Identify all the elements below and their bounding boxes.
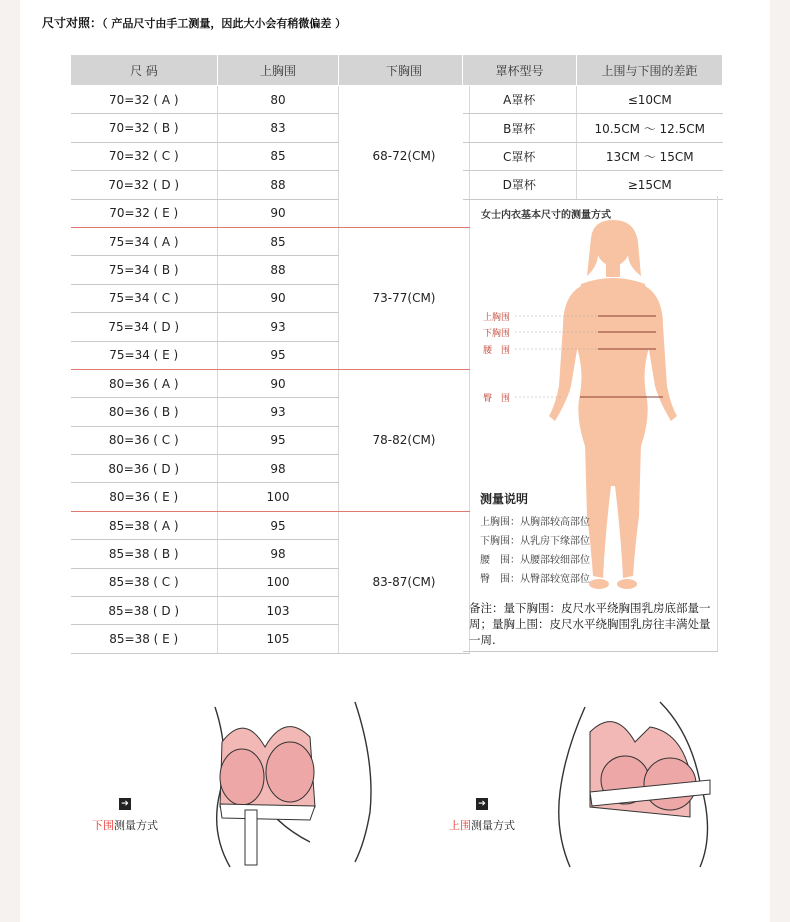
size-cell: 70=32 ( B ): [71, 114, 218, 142]
upper-bust-label: 上胸围: [483, 313, 511, 323]
size-cell: 80=36 ( A ): [71, 369, 218, 397]
size-cell: 80=36 ( B ): [71, 398, 218, 426]
size-cell: 75=34 ( C ): [71, 284, 218, 312]
measure-remark: 备注：量下胸围：皮尺水平绕胸围乳房底部量一周；量胸上围：皮尺水平绕胸围乳房往丰满处量一周.: [469, 601, 711, 647]
upper-bust-cell: 98: [218, 540, 339, 568]
cup-diff: 10.5CM ～ 12.5CM: [577, 114, 723, 142]
size-cell: 80=36 ( D ): [71, 455, 218, 483]
cup-diff: 13CM ～ 15CM: [577, 142, 723, 170]
upper-bust-cell: 93: [218, 398, 339, 426]
upper-bust-cell: 80: [218, 86, 339, 114]
size-cell: 70=32 ( D ): [71, 171, 218, 199]
under-bust-cell: 68-72(CM): [339, 86, 470, 228]
measure-explain-item: 下胸围：从乳房下缘部位: [480, 536, 590, 547]
cup-row: [463, 114, 723, 142]
upper-bust-cell: 100: [218, 483, 339, 511]
size-cell: 85=38 ( A ): [71, 511, 218, 539]
size-table: [70, 54, 470, 654]
upper-measure-label-red: 上围: [449, 819, 471, 832]
upper-bust-cell: 103: [218, 597, 339, 625]
measure-explain-item: 上胸围：从胸部较高部位: [480, 517, 590, 528]
upper-bust-cell: 95: [218, 426, 339, 454]
cup-row: [463, 142, 723, 170]
arrow-right-icon: ➔: [119, 798, 131, 810]
cup-row: [463, 86, 723, 114]
under-header: 下胸围: [339, 55, 470, 86]
title-note: （ 产品尺寸由手工测量，因此大小会有稍微偏差 ）: [102, 17, 347, 30]
size-cell: 70=32 ( E ): [71, 199, 218, 227]
page-title: [42, 14, 346, 31]
cup-row: [463, 171, 723, 199]
size-cell: 75=34 ( E ): [71, 341, 218, 369]
cup-name: A罩杯: [463, 86, 577, 114]
size-cell: 85=38 ( C ): [71, 568, 218, 596]
cup-table: [462, 54, 723, 200]
size-header: 尺 码: [71, 55, 218, 86]
size-row: [71, 227, 470, 255]
title-label: 尺寸对照：: [42, 16, 103, 30]
under-bust-label: 下胸围: [483, 329, 511, 339]
cup-header: 罩杯型号: [463, 55, 577, 86]
size-cell: 80=36 ( E ): [71, 483, 218, 511]
upper-bust-cell: 85: [218, 227, 339, 255]
upper-bust-measure-illustration: [540, 692, 730, 872]
size-cell: 70=32 ( C ): [71, 142, 218, 170]
diff-header: 上围与下围的差距: [577, 55, 723, 86]
measure-explain-item: 臀 围：从臀部较宽部位: [480, 574, 590, 585]
measure-panel: [463, 196, 718, 652]
upper-bust-cell: 83: [218, 114, 339, 142]
cup-diff: ≥15CM: [577, 171, 723, 199]
hip-label: 臀 围: [483, 394, 511, 404]
upper-bust-cell: 88: [218, 256, 339, 284]
under-bust-cell: 83-87(CM): [339, 511, 470, 653]
size-row: [71, 511, 470, 539]
upper-bust-cell: 85: [218, 142, 339, 170]
under-measure-label-text: 测量方式: [114, 819, 158, 832]
size-cell: 85=38 ( B ): [71, 540, 218, 568]
size-row: [71, 369, 470, 397]
size-cell: 70=32 ( A ): [71, 86, 218, 114]
measure-explain-item: 腰 围：从腰部较细部位: [480, 555, 590, 566]
upper-measure-label-text: 测量方式: [471, 819, 515, 832]
upper-bust-cell: 90: [218, 369, 339, 397]
upper-bust-cell: 95: [218, 511, 339, 539]
upper-bust-cell: 105: [218, 625, 339, 653]
upper-header: 上胸围: [218, 55, 339, 86]
size-cell: 80=36 ( C ): [71, 426, 218, 454]
size-cell: 75=34 ( D ): [71, 313, 218, 341]
cup-name: B罩杯: [463, 114, 577, 142]
size-cell: 75=34 ( B ): [71, 256, 218, 284]
size-cell: 85=38 ( D ): [71, 597, 218, 625]
under-bust-cell: 78-82(CM): [339, 369, 470, 511]
cup-diff: ≤10CM: [577, 86, 723, 114]
measure-explain-title: 测量说明: [480, 492, 529, 506]
upper-bust-cell: 98: [218, 455, 339, 483]
cup-name: D罩杯: [463, 171, 577, 199]
under-measure-label-red: 下围: [92, 819, 114, 832]
under-measure-label: [92, 817, 158, 833]
cup-name: C罩杯: [463, 142, 577, 170]
waist-label: 腰 围: [483, 346, 511, 356]
under-bust-measure-illustration: [190, 692, 380, 872]
upper-measure-label: [449, 817, 515, 833]
upper-bust-cell: 93: [218, 313, 339, 341]
arrow-right-icon: ➔: [476, 798, 488, 810]
upper-bust-cell: 90: [218, 199, 339, 227]
upper-bust-cell: 90: [218, 284, 339, 312]
size-cell: 75=34 ( A ): [71, 227, 218, 255]
upper-bust-cell: 100: [218, 568, 339, 596]
measure-panel-title: 女士内衣基本尺寸的测量方式: [481, 210, 611, 221]
size-cell: 85=38 ( E ): [71, 625, 218, 653]
upper-bust-cell: 95: [218, 341, 339, 369]
size-row: [71, 86, 470, 114]
under-bust-cell: 73-77(CM): [339, 227, 470, 369]
upper-bust-cell: 88: [218, 171, 339, 199]
